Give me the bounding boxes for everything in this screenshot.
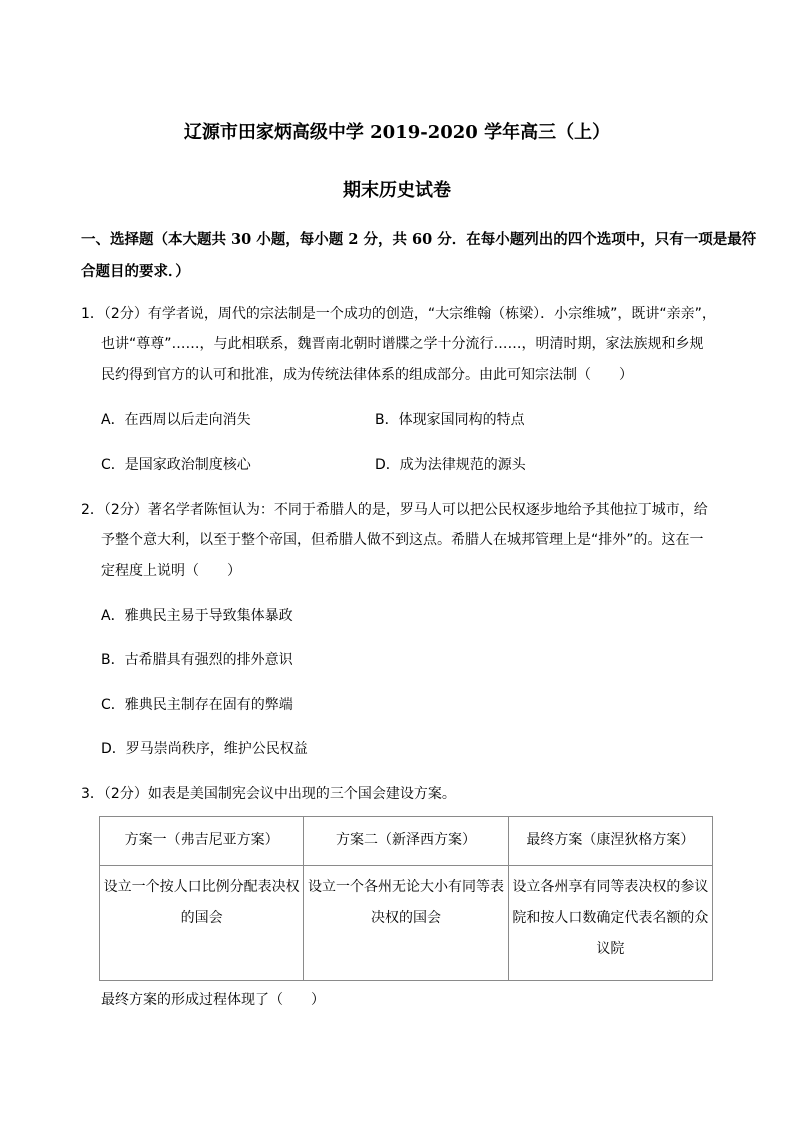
- question-2-option-d[interactable]: D．罗马崇尚秩序，维护公民权益: [101, 741, 308, 757]
- question-1-stem-line1: 1．（2分）有学者说，周代的宗法制是一个成功的创造，“大宗维翰（栋梁）．小宗维城”，既讲“亲亲”，: [81, 306, 716, 322]
- question-2-option-b[interactable]: B．古希腊具有强烈的排外意识: [101, 652, 293, 668]
- question-2-option-c[interactable]: C．雅典民主制存在固有的弊端: [101, 697, 293, 713]
- question-1-option-c[interactable]: C．是国家政治制度核心: [101, 457, 251, 473]
- question-1-option-b[interactable]: B．体现家国同构的特点: [375, 412, 525, 428]
- cell-line: 设立各州享有同等表决权的参议: [512, 879, 709, 895]
- table-row: [100, 866, 713, 981]
- cell-line: 的国会: [180, 910, 223, 926]
- question-3-stem-line1: 3．（2分）如表是美国制宪会议中出现的三个国会建设方案。: [81, 786, 456, 802]
- table-header-row: [100, 817, 713, 866]
- question-2-stem-line2: 予整个意大利，以至于整个帝国，但希腊人做不到这点。希腊人在城邦管理上是“排外”的。这在一: [101, 532, 704, 548]
- table-header-cell: 方案二（新泽西方案）: [304, 817, 508, 866]
- cell-line: 设立一个各州无论大小有同等表: [307, 879, 504, 895]
- table-cell-plan-final: [508, 866, 712, 981]
- cell-line: 议院: [596, 941, 625, 957]
- question-1-stem-line3: 民约得到官方的认可和批准，成为传统法律体系的组成部分。由此可知宗法制（ ）: [101, 367, 633, 383]
- question-2-stem-line3: 定程度上说明（ ）: [101, 563, 241, 579]
- table-cell-plan-1: [100, 866, 304, 981]
- plans-table: [99, 816, 713, 981]
- question-1-option-d[interactable]: D．成为法律规范的源头: [375, 457, 526, 473]
- question-1-stem-line2: 也讲“尊尊”……，与此相联系，魏晋南北朝时谱牒之学十分流行……，明清时期，家法族规和乡规: [101, 336, 704, 352]
- table-header-cell: 方案一（弗吉尼亚方案）: [100, 817, 304, 866]
- table-cell-plan-2: [304, 866, 508, 981]
- table-header-cell: 最终方案（康涅狄格方案）: [508, 817, 712, 866]
- question-1-option-a[interactable]: A．在西周以后走向消失: [101, 412, 251, 428]
- cell-line: 设立一个按人口比例分配表决权: [103, 879, 300, 895]
- document-title-line1: 辽源市田家炳高级中学 2019-2020 学年高三（上）: [183, 122, 611, 143]
- question-2-stem-line1: 2．（2分）著名学者陈恒认为：不同于希腊人的是，罗马人可以把公民权逐步地给予其他拉丁城市，给: [81, 502, 708, 518]
- section-heading-line1: 一、选择题（本大题共 30 小题，每小题 2 分，共 60 分．在每小题列出的四个选项中，只有一项是最符: [81, 231, 757, 248]
- question-2-option-a[interactable]: A．雅典民主易于导致集体暴政: [101, 608, 293, 624]
- document-title-line2: 期末历史试卷: [343, 180, 451, 201]
- cell-line: 决权的国会: [370, 910, 441, 926]
- section-heading-line2: 合题目的要求．）: [81, 263, 190, 280]
- question-3-after-table: 最终方案的形成过程体现了（ ）: [101, 992, 325, 1008]
- cell-line: 院和按人口数确定代表名额的众: [512, 910, 709, 926]
